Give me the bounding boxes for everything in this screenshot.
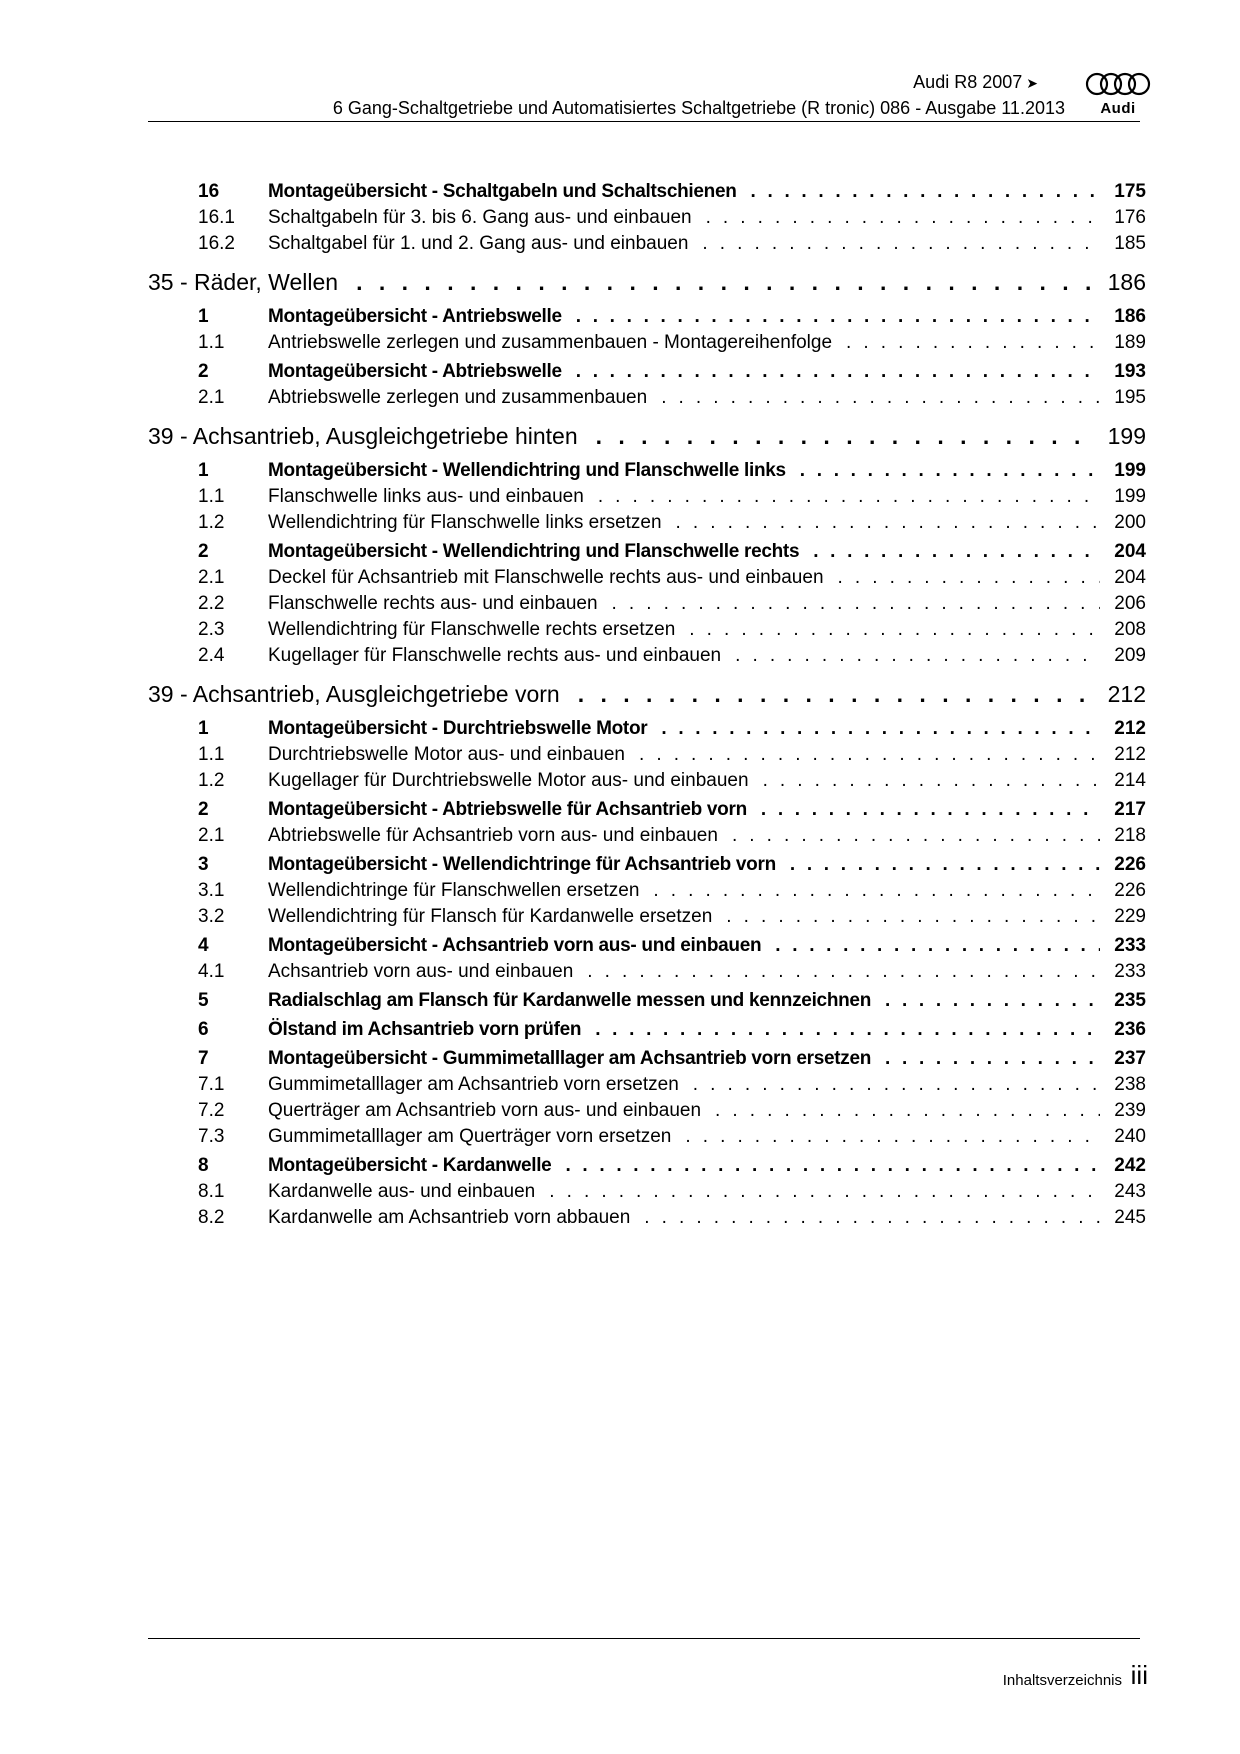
toc-entry[interactable] <box>198 512 1146 538</box>
toc-entry-title: Radialschlag am Flansch für Kardanwelle messen und kennzeichnen <box>268 990 872 1011</box>
toc-entry-title: 35 - Räder, Wellen <box>148 269 339 295</box>
header-model <box>913 72 1038 93</box>
toc-entry-page: 186 <box>1114 306 1146 327</box>
toc-dot-leader <box>706 207 1100 229</box>
toc-entry[interactable] <box>198 1181 1146 1207</box>
toc-chapter[interactable] <box>148 681 1146 715</box>
toc-entry[interactable] <box>198 387 1146 413</box>
toc-entry-number: 16.1 <box>198 207 235 228</box>
toc-entry-number: 1.1 <box>198 744 225 765</box>
toc-entry[interactable] <box>198 1100 1146 1126</box>
toc-entry[interactable] <box>198 770 1146 796</box>
toc-entry-number: 3.1 <box>198 880 225 901</box>
toc-entry-title: Abtriebswelle zerlegen und zusammenbauen <box>268 387 648 408</box>
toc-entry-page: 212 <box>1107 681 1146 707</box>
toc-dot-leader <box>800 460 1100 482</box>
toc-dot-leader <box>715 1100 1100 1122</box>
toc-entry-page: 233 <box>1114 961 1146 982</box>
toc-entry-title: 39 - Achsantrieb, Ausgleichgetriebe vorn <box>148 681 560 707</box>
toc-entry[interactable] <box>198 460 1146 486</box>
toc-entry-page: 237 <box>1114 1048 1146 1069</box>
toc-entry-number: 2 <box>198 541 209 562</box>
toc-entry-number: 4.1 <box>198 961 225 982</box>
toc-entry[interactable] <box>198 233 1146 259</box>
toc-entry-title: Montageübersicht - Kardanwelle <box>268 1155 552 1176</box>
toc-entry-page: 193 <box>1114 361 1146 382</box>
toc-entry-page: 226 <box>1114 854 1146 875</box>
toc-entry-page: 217 <box>1114 799 1146 820</box>
toc-entry-page: 212 <box>1114 744 1146 765</box>
toc-entry-number: 8 <box>198 1155 209 1176</box>
toc-entry[interactable] <box>198 825 1146 851</box>
toc-dot-leader <box>356 269 1098 296</box>
toc-entry-title: Querträger am Achsantrieb vorn aus- und einbauen <box>268 1100 702 1121</box>
toc-dot-leader <box>576 361 1100 383</box>
toc-entry[interactable] <box>198 486 1146 512</box>
toc-entry[interactable] <box>198 541 1146 567</box>
toc-entry-page: 199 <box>1107 423 1146 449</box>
toc-entry-number: 2 <box>198 799 209 820</box>
toc-dot-leader <box>702 233 1100 255</box>
toc-dot-leader <box>639 744 1100 766</box>
toc-entry-number: 16 <box>198 181 220 202</box>
toc-entry-number: 7.1 <box>198 1074 225 1095</box>
toc-dot-leader <box>813 541 1100 563</box>
header-model-text: Audi R8 2007 <box>913 72 1023 92</box>
toc-entry[interactable] <box>198 961 1146 987</box>
toc-entry-page: 212 <box>1114 718 1146 739</box>
toc-dot-leader <box>578 681 1098 708</box>
toc-entry-page: 242 <box>1114 1155 1146 1176</box>
toc-entry-page: 199 <box>1114 460 1146 481</box>
footer-label: Inhaltsverzeichnis <box>1002 1672 1122 1689</box>
toc-dot-leader <box>587 961 1100 983</box>
toc-entry-title: Montageübersicht - Abtriebswelle <box>268 361 562 382</box>
toc-dot-leader <box>751 181 1100 203</box>
toc-entry-title: Gummimetalllager am Querträger vorn ersetzen <box>268 1126 672 1147</box>
toc-entry[interactable] <box>198 361 1146 387</box>
toc-entry-page: 189 <box>1114 332 1146 353</box>
toc-entry-page: 218 <box>1114 825 1146 846</box>
toc-entry-number: 6 <box>198 1019 209 1040</box>
toc-entry-title: Montageübersicht - Wellendichtringe für Achsantrieb vorn <box>268 854 776 875</box>
toc-dot-leader <box>735 645 1100 667</box>
toc-entry[interactable] <box>198 906 1146 932</box>
toc-entry-title: Durchtriebswelle Motor aus- und einbauen <box>268 744 625 765</box>
toc-entry-title: Ölstand im Achsantrieb vorn prüfen <box>268 1019 582 1040</box>
toc-entry-title: 39 - Achsantrieb, Ausgleichgetriebe hinten <box>148 423 578 449</box>
toc-entry[interactable] <box>198 854 1146 880</box>
toc-entry-page: 243 <box>1114 1181 1146 1202</box>
toc-dot-leader <box>838 567 1100 589</box>
toc-entry[interactable] <box>198 645 1146 671</box>
toc-entry-page: 226 <box>1114 880 1146 901</box>
toc-entry-title: Montageübersicht - Achsantrieb vorn aus- und einbauen <box>268 935 762 956</box>
toc-entry-number: 1.1 <box>198 486 225 507</box>
toc-entry-page: 186 <box>1107 269 1146 295</box>
toc-dot-leader <box>763 770 1100 792</box>
toc-entry[interactable] <box>198 593 1146 619</box>
toc-dot-leader <box>596 423 1098 450</box>
toc-dot-leader <box>761 799 1100 821</box>
toc-dot-leader <box>885 990 1100 1012</box>
toc-entry-number: 7.2 <box>198 1100 225 1121</box>
toc-entry-page: 229 <box>1114 906 1146 927</box>
toc-entry-title: Montageübersicht - Gummimetalllager am Achsantrieb vorn ersetzen <box>268 1048 872 1069</box>
toc-entry-page: 206 <box>1114 593 1146 614</box>
toc-entry-number: 1.2 <box>198 512 225 533</box>
toc-dot-leader <box>644 1207 1100 1229</box>
toc-entry-page: 195 <box>1114 387 1146 408</box>
header-rule <box>148 121 1140 122</box>
toc-entry[interactable] <box>198 1155 1146 1181</box>
toc-entry-number: 2.1 <box>198 825 225 846</box>
toc-entry-number: 2 <box>198 361 209 382</box>
toc-entry[interactable] <box>198 1019 1146 1045</box>
toc-dot-leader <box>595 1019 1100 1041</box>
toc-entry-title: Schaltgabel für 1. und 2. Gang aus- und einbauen <box>268 233 689 254</box>
toc-entry-number: 4 <box>198 935 209 956</box>
toc-entry-page: 200 <box>1114 512 1146 533</box>
toc-dot-leader <box>846 332 1100 354</box>
toc-entry-page: 235 <box>1114 990 1146 1011</box>
toc-entry-title: Montageübersicht - Abtriebswelle für Achsantrieb vorn <box>268 799 747 820</box>
toc-entry-page: 214 <box>1114 770 1146 791</box>
toc-entry-number: 3 <box>198 854 209 875</box>
toc-entry-title: Montageübersicht - Durchtriebswelle Motor <box>268 718 648 739</box>
toc-dot-leader <box>565 1155 1100 1177</box>
toc-entry-number: 5 <box>198 990 209 1011</box>
toc-entry-title: Schaltgabeln für 3. bis 6. Gang aus- und einbauen <box>268 207 692 228</box>
toc-dot-leader <box>685 1126 1100 1148</box>
toc-entry-title: Achsantrieb vorn aus- und einbauen <box>268 961 574 982</box>
toc-entry-page: 204 <box>1114 567 1146 588</box>
toc-entry-title: Montageübersicht - Wellendichtring und Flanschwelle rechts <box>268 541 800 562</box>
toc-entry-title: Gummimetalllager am Achsantrieb vorn ersetzen <box>268 1074 679 1095</box>
toc-entry-title: Deckel für Achsantrieb mit Flanschwelle rechts aus- und einbauen <box>268 567 824 588</box>
toc-entry-title: Flanschwelle rechts aus- und einbauen <box>268 593 598 614</box>
toc-entry[interactable] <box>198 1126 1146 1152</box>
toc-dot-leader <box>732 825 1100 847</box>
toc-entry[interactable] <box>198 1207 1146 1233</box>
toc-entry-page: 238 <box>1114 1074 1146 1095</box>
toc-entry-number: 16.2 <box>198 233 235 254</box>
toc-entry[interactable] <box>198 181 1146 207</box>
toc-entry-page: 176 <box>1114 207 1146 228</box>
toc-entry-title: Flanschwelle links aus- und einbauen <box>268 486 584 507</box>
toc-chapter[interactable] <box>148 269 1146 303</box>
toc-entry[interactable] <box>198 1074 1146 1100</box>
toc-chapter[interactable] <box>148 423 1146 457</box>
toc-dot-leader <box>653 880 1100 902</box>
toc-dot-leader <box>598 486 1100 508</box>
toc-entry-number: 2.1 <box>198 567 225 588</box>
toc-entry-number: 1 <box>198 718 209 739</box>
toc-entry-title: Wellendichtringe für Flanschwellen ersetzen <box>268 880 640 901</box>
toc-entry-page: 240 <box>1114 1126 1146 1147</box>
toc-entry-title: Wellendichtring für Flanschwelle rechts ersetzen <box>268 619 676 640</box>
toc-entry-number: 2.2 <box>198 593 225 614</box>
audi-logo <box>1084 70 1152 118</box>
toc-entry[interactable] <box>198 744 1146 770</box>
toc-entry-title: Kardanwelle aus- und einbauen <box>268 1181 536 1202</box>
toc-dot-leader <box>790 854 1100 876</box>
toc-entry[interactable] <box>198 332 1146 358</box>
header-title: 6 Gang-Schaltgetriebe und Automatisiertes Schaltgetriebe (R tronic) 086 - Ausgabe 11.2013 <box>332 98 1065 118</box>
toc-dot-leader <box>726 906 1100 928</box>
toc-dot-leader <box>612 593 1100 615</box>
toc-dot-leader <box>689 619 1100 641</box>
toc-entry-number: 8.2 <box>198 1207 225 1228</box>
toc-entry-number: 8.1 <box>198 1181 225 1202</box>
table-of-contents <box>148 178 1146 1233</box>
logo-text: Audi <box>1100 100 1136 117</box>
toc-entry[interactable] <box>198 718 1146 744</box>
toc-entry[interactable] <box>198 306 1146 332</box>
toc-entry-page: 175 <box>1114 181 1146 202</box>
toc-entry-number: 7.3 <box>198 1126 225 1147</box>
toc-entry-page: 245 <box>1114 1207 1146 1228</box>
toc-entry-page: 233 <box>1114 935 1146 956</box>
footer-rule <box>148 1638 1140 1639</box>
toc-dot-leader <box>775 935 1100 957</box>
toc-entry-title: Montageübersicht - Antriebswelle <box>268 306 562 327</box>
toc-entry-title: Kardanwelle am Achsantrieb vorn abbauen <box>268 1207 631 1228</box>
toc-dot-leader <box>661 718 1100 740</box>
toc-entry-page: 208 <box>1114 619 1146 640</box>
toc-entry-page: 239 <box>1114 1100 1146 1121</box>
toc-entry-title: Kugellager für Durchtriebswelle Motor aus- und einbauen <box>268 770 749 791</box>
audi-rings-icon <box>1084 70 1152 98</box>
toc-dot-leader <box>676 512 1100 534</box>
toc-entry-page: 185 <box>1114 233 1146 254</box>
toc-entry-title: Antriebswelle zerlegen und zusammenbauen - Montagereihenfolge <box>268 332 833 353</box>
toc-entry-page: 204 <box>1114 541 1146 562</box>
toc-entry-page: 199 <box>1114 486 1146 507</box>
toc-entry[interactable] <box>198 799 1146 825</box>
toc-entry-number: 1 <box>198 460 209 481</box>
toc-entry-number: 2.1 <box>198 387 225 408</box>
toc-entry[interactable] <box>198 1048 1146 1074</box>
toc-entry-number: 2.4 <box>198 645 225 666</box>
toc-entry-number: 1.2 <box>198 770 225 791</box>
toc-entry-title: Montageübersicht - Schaltgabeln und Schaltschienen <box>268 181 737 202</box>
toc-entry-number: 1 <box>198 306 209 327</box>
toc-entry-page: 236 <box>1114 1019 1146 1040</box>
toc-entry[interactable] <box>198 935 1146 961</box>
toc-entry-title: Wellendichtring für Flanschwelle links ersetzen <box>268 512 662 533</box>
toc-entry[interactable] <box>198 619 1146 645</box>
toc-entry-page: 209 <box>1114 645 1146 666</box>
toc-entry-title: Wellendichtring für Flansch für Kardanwelle ersetzen <box>268 906 713 927</box>
toc-entry-title: Kugellager für Flanschwelle rechts aus- und einbauen <box>268 645 722 666</box>
toc-entry[interactable] <box>198 567 1146 593</box>
toc-dot-leader <box>885 1048 1100 1070</box>
toc-dot-leader <box>576 306 1100 328</box>
toc-entry[interactable] <box>198 207 1146 233</box>
toc-entry-title: Montageübersicht - Wellendichtring und Flanschwelle links <box>268 460 786 481</box>
arrow-icon: ➤ <box>1026 75 1038 91</box>
toc-entry[interactable] <box>198 990 1146 1016</box>
toc-dot-leader <box>549 1181 1100 1203</box>
toc-entry-number: 3.2 <box>198 906 225 927</box>
toc-dot-leader <box>661 387 1100 409</box>
toc-dot-leader <box>693 1074 1100 1096</box>
toc-entry[interactable] <box>198 880 1146 906</box>
toc-entry-number: 7 <box>198 1048 209 1069</box>
toc-entry-title: Abtriebswelle für Achsantrieb vorn aus- und einbauen <box>268 825 718 846</box>
footer-page-number: iii <box>1130 1660 1148 1690</box>
toc-entry-number: 1.1 <box>198 332 225 353</box>
toc-entry-number: 2.3 <box>198 619 225 640</box>
